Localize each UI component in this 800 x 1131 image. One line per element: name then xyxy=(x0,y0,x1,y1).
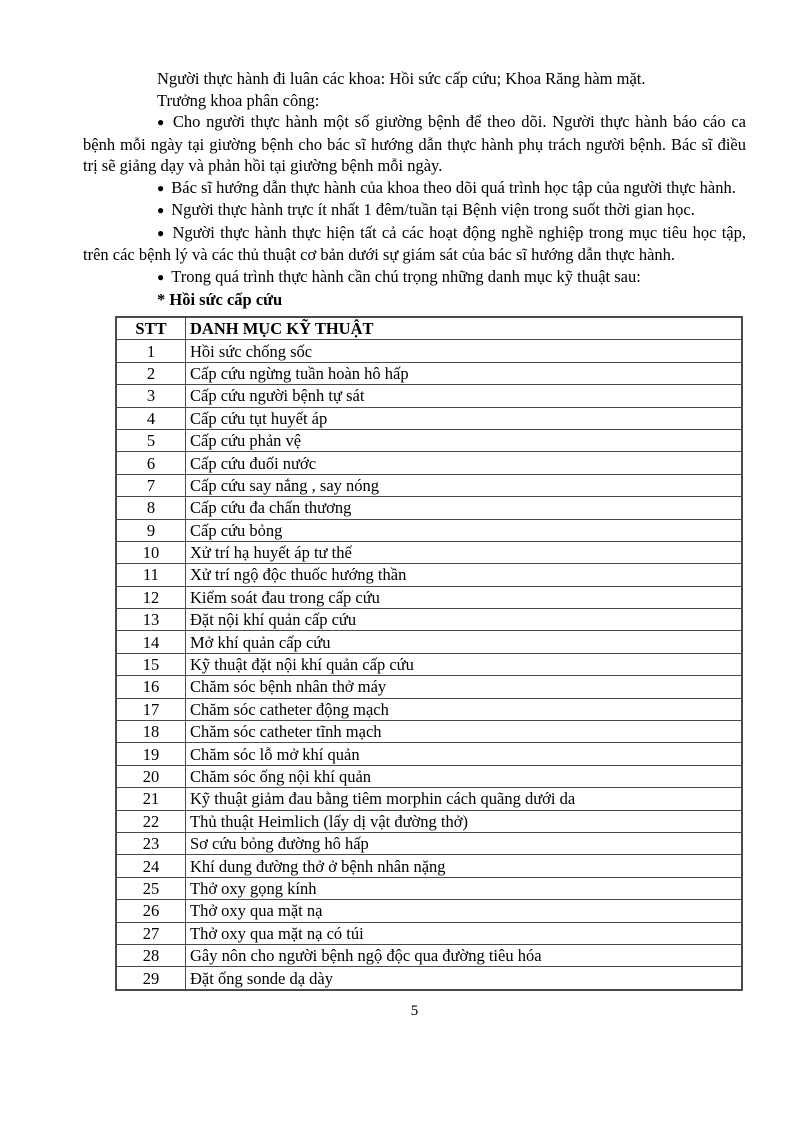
table-row xyxy=(116,497,742,519)
body-paragraph xyxy=(83,111,746,177)
technique-name-cell: Cấp cứu bỏng xyxy=(186,519,743,541)
technique-name-cell: Hồi sức chống sốc xyxy=(186,340,743,362)
column-header-danh-muc-ky-thuat: DANH MỤC KỸ THUẬT xyxy=(186,317,743,340)
body-paragraph xyxy=(83,177,746,200)
body-paragraph xyxy=(83,222,746,266)
paragraph-text: Trong quá trình thực hành cần chú trọng những danh mục kỹ thuật sau: xyxy=(171,266,641,286)
technique-name-cell: Xử trí ngộ độc thuốc hướng thần xyxy=(186,564,743,586)
technique-name-cell: Gây nôn cho người bệnh ngộ độc qua đường tiêu hóa xyxy=(186,944,743,966)
table-row xyxy=(116,340,742,362)
row-number-cell: 6 xyxy=(116,452,186,474)
paragraph-text: Trưởng khoa phân công: xyxy=(157,90,320,110)
technique-name-cell: Kiểm soát đau trong cấp cứu xyxy=(186,586,743,608)
technique-name-cell: Chăm sóc lỗ mở khí quản xyxy=(186,743,743,765)
bullet-icon: ● xyxy=(157,269,165,284)
paragraph-text: Cho người thực hành một số giường bệnh để theo dõi. Người thực hành báo cáo ca bệnh mỗi ngày tại giường bệnh cho bác sĩ hướng dẫn thực hành phụ trách người bệnh. Bác sĩ điều trị sẽ giảng dạy và phản hồi tại giường bệnh mỗi ngày. xyxy=(83,112,747,175)
table-row xyxy=(116,676,742,698)
technique-name-cell: Khí dung đường thở ở bệnh nhân nặng xyxy=(186,855,743,877)
table-row xyxy=(116,609,742,631)
table-row xyxy=(116,877,742,899)
row-number-cell: 17 xyxy=(116,698,186,720)
row-number-cell: 11 xyxy=(116,564,186,586)
table-row xyxy=(116,832,742,854)
bullet-icon: ● xyxy=(157,180,165,195)
table-row xyxy=(116,362,742,384)
technique-name-cell: Thở oxy gọng kính xyxy=(186,877,743,899)
table-row xyxy=(116,855,742,877)
table-header-row xyxy=(116,317,742,340)
row-number-cell: 3 xyxy=(116,385,186,407)
paragraph-text: Người thực hành đi luân các khoa: Hồi sức cấp cứu; Khoa Răng hàm mặt. xyxy=(157,69,646,88)
body-paragraph xyxy=(83,90,746,112)
bullet-icon: ● xyxy=(157,225,166,240)
row-number-cell: 28 xyxy=(116,944,186,966)
table-row xyxy=(116,698,742,720)
row-number-cell: 4 xyxy=(116,407,186,429)
technique-name-cell: Kỹ thuật đặt nội khí quản cấp cứu xyxy=(186,653,743,675)
technique-name-cell: Cấp cứu người bệnh tự sát xyxy=(186,385,743,407)
body-paragraph xyxy=(83,266,746,289)
row-number-cell: 23 xyxy=(116,832,186,854)
table-row xyxy=(116,541,742,563)
row-number-cell: 15 xyxy=(116,653,186,675)
technique-table-body xyxy=(116,340,742,990)
body-paragraphs xyxy=(83,68,746,288)
row-number-cell: 21 xyxy=(116,788,186,810)
technique-name-cell: Cấp cứu say nắng , say nóng xyxy=(186,474,743,496)
row-number-cell: 29 xyxy=(116,967,186,990)
technique-name-cell: Đặt nội khí quản cấp cứu xyxy=(186,609,743,631)
body-paragraph xyxy=(83,199,746,222)
page-content xyxy=(83,68,746,1020)
table-row xyxy=(116,429,742,451)
row-number-cell: 22 xyxy=(116,810,186,832)
column-header-stt: STT xyxy=(116,317,186,340)
table-row xyxy=(116,407,742,429)
row-number-cell: 1 xyxy=(116,340,186,362)
technique-name-cell: Sơ cứu bỏng đường hô hấp xyxy=(186,832,743,854)
paragraph-text: Bác sĩ hướng dẫn thực hành của khoa theo dõi quá trình học tập của người thực hành. xyxy=(171,177,736,197)
technique-table xyxy=(115,316,743,991)
row-number-cell: 24 xyxy=(116,855,186,877)
row-number-cell: 7 xyxy=(116,474,186,496)
technique-name-cell: Thủ thuật Heimlich (lấy dị vật đường thở) xyxy=(186,810,743,832)
table-row xyxy=(116,788,742,810)
table-row xyxy=(116,721,742,743)
page-number: 5 xyxy=(410,1002,419,1019)
technique-name-cell: Cấp cứu đuối nước xyxy=(186,452,743,474)
row-number-cell: 27 xyxy=(116,922,186,944)
technique-name-cell: Mở khí quản cấp cứu xyxy=(186,631,743,653)
row-number-cell: 2 xyxy=(116,362,186,384)
technique-name-cell: Thở oxy qua mặt nạ có túi xyxy=(186,922,743,944)
technique-name-cell: Chăm sóc catheter tĩnh mạch xyxy=(186,721,743,743)
row-number-cell: 12 xyxy=(116,586,186,608)
technique-name-cell: Thở oxy qua mặt nạ xyxy=(186,900,743,922)
technique-name-cell: Cấp cứu ngừng tuần hoàn hô hấp xyxy=(186,362,743,384)
row-number-cell: 10 xyxy=(116,541,186,563)
row-number-cell: 16 xyxy=(116,676,186,698)
table-row xyxy=(116,967,742,990)
table-row xyxy=(116,944,742,966)
table-row xyxy=(116,810,742,832)
technique-name-cell: Cấp cứu đa chấn thương xyxy=(186,497,743,519)
table-row xyxy=(116,631,742,653)
row-number-cell: 9 xyxy=(116,519,186,541)
table-row xyxy=(116,452,742,474)
table-row xyxy=(116,474,742,496)
technique-name-cell: Xử trí hạ huyết áp tư thế xyxy=(186,541,743,563)
table-row xyxy=(116,900,742,922)
table-row xyxy=(116,564,742,586)
row-number-cell: 8 xyxy=(116,497,186,519)
bullet-icon: ● xyxy=(157,115,166,129)
row-number-cell: 26 xyxy=(116,900,186,922)
row-number-cell: 18 xyxy=(116,721,186,743)
section-heading: * Hồi sức cấp cứu xyxy=(157,290,283,309)
table-row xyxy=(116,653,742,675)
table-row xyxy=(116,765,742,787)
table-row xyxy=(116,743,742,765)
table-row xyxy=(116,922,742,944)
technique-name-cell: Kỹ thuật giảm đau bằng tiêm morphin cách quãng dưới da xyxy=(186,788,743,810)
technique-name-cell: Cấp cứu tụt huyết áp xyxy=(186,407,743,429)
paragraph-text: Người thực hành thực hiện tất cả các hoạt động nghề nghiệp trong mục tiêu học tập, trên các bệnh lý và các thủ thuật cơ bản dưới sự giám sát của bác sĩ hướng dẫn thực hành. xyxy=(83,222,747,264)
row-number-cell: 19 xyxy=(116,743,186,765)
technique-name-cell: Chăm sóc catheter động mạch xyxy=(186,698,743,720)
row-number-cell: 20 xyxy=(116,765,186,787)
technique-table-header xyxy=(116,317,742,340)
bullet-icon: ● xyxy=(157,203,165,217)
technique-name-cell: Chăm sóc bệnh nhân thở máy xyxy=(186,676,743,698)
technique-name-cell: Đặt ống sonde dạ dày xyxy=(186,967,743,990)
body-paragraph xyxy=(83,68,746,90)
table-row xyxy=(116,519,742,541)
row-number-cell: 25 xyxy=(116,877,186,899)
paragraph-text: Người thực hành trực ít nhất 1 đêm/tuần tại Bệnh viện trong suốt thời gian học. xyxy=(171,200,695,219)
table-row xyxy=(116,586,742,608)
row-number-cell: 5 xyxy=(116,429,186,451)
technique-name-cell: Cấp cứu phản vệ xyxy=(186,429,743,451)
row-number-cell: 14 xyxy=(116,631,186,653)
row-number-cell: 13 xyxy=(116,609,186,631)
table-row xyxy=(116,385,742,407)
technique-name-cell: Chăm sóc ống nội khí quản xyxy=(186,765,743,787)
